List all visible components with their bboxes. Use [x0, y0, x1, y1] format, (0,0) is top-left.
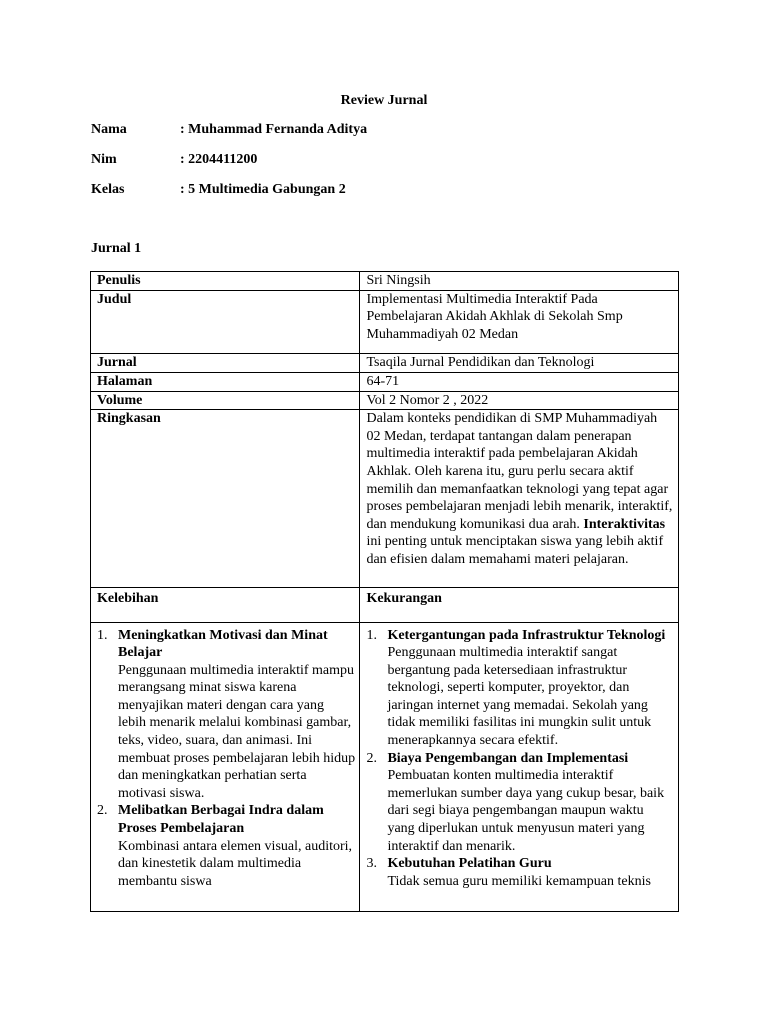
info-value: : Muhammad Fernanda Aditya	[180, 122, 368, 137]
row-value-jurnal: Tsaqila Jurnal Pendidikan dan Teknologi	[360, 354, 679, 373]
list-item-title: Kebutuhan Pelatihan Guru	[387, 856, 552, 872]
list-item-title: Melibatkan Berbagai Indra dalam Proses Pembelajaran	[118, 803, 324, 837]
kelebihan-list-cell	[91, 622, 360, 911]
table-row	[91, 410, 679, 587]
info-value: : 2204411200	[180, 152, 258, 167]
list-item	[366, 855, 674, 890]
list-item	[366, 627, 674, 750]
list-number: 2.	[366, 750, 377, 766]
row-label-judul: Judul	[91, 290, 360, 354]
table-row	[91, 587, 679, 622]
list-item-title: Ketergantungan pada Infrastruktur Teknologi	[387, 627, 666, 643]
row-value-volume: Vol 2 Nomor 2 , 2022	[360, 391, 679, 410]
table-row	[91, 272, 679, 291]
info-label: Nama	[91, 122, 127, 137]
row-value-halaman: 64-71	[360, 372, 679, 391]
table-row	[91, 622, 679, 911]
list-number: 3.	[366, 856, 377, 872]
row-value-judul: Implementasi Multimedia Interaktif Pada Pembelajaran Akidah Akhlak di Sekolah Smp Muhammadiyah 02 Medan	[360, 290, 679, 354]
row-value-ringkasan	[360, 410, 679, 587]
list-item	[366, 750, 674, 856]
table-row	[91, 372, 679, 391]
journal-label: Jurnal 1	[91, 241, 142, 256]
list-item-desc: Penggunaan multimedia interaktif sangat bergantung pada ketersediaan infrastruktur teknologi, seperti komputer, proyektor, dan jaringan internet yang memadai. Sekolah yang tidak memiliki fasilitas ini mungkin sulit untuk menerapkannya secara efektif.	[387, 645, 652, 749]
list-item-desc: Pembuatan konten multimedia interaktif memerlukan sumber daya yang cukup besar, baik dari segi biaya pengembangan maupun waktu yang diperlukan untuk menyusun materi yang interaktif dan menarik.	[387, 768, 665, 854]
info-label: Kelas	[91, 182, 125, 197]
table-row	[91, 290, 679, 354]
kelebihan-list	[97, 627, 355, 891]
info-nim	[91, 152, 257, 168]
list-number: 2.	[97, 803, 108, 819]
list-number: 1.	[97, 627, 108, 643]
kekurangan-list	[366, 627, 674, 891]
row-label-penulis: Penulis	[91, 272, 360, 291]
info-kelas	[91, 182, 346, 198]
info-nama	[91, 122, 367, 138]
table-row	[91, 391, 679, 410]
summary-text-end: ini penting untuk menciptakan siswa yang lebih aktif dan efisien dalam memahami materi pelajaran.	[366, 534, 664, 567]
list-number: 1.	[366, 627, 377, 643]
list-item	[97, 627, 355, 803]
row-label-volume: Volume	[91, 391, 360, 410]
header-kelebihan: Kelebihan	[91, 587, 360, 622]
info-label: Nim	[91, 152, 117, 167]
list-item-desc: Penggunaan multimedia interaktif mampu merangsang minat siswa karena menyajikan materi dengan cara yang lebih menarik melalui kombinasi gambar, teks, video, suara, dan animasi. Ini membuat proses pembelajaran lebih hidup dan meningkatkan perhatian serta motivasi siswa.	[118, 662, 356, 801]
list-item-title: Biaya Pengembangan dan Implementasi	[387, 750, 629, 766]
list-item	[97, 802, 355, 890]
summary-text: Dalam konteks pendidikan di SMP Muhammadiyah 02 Medan, terdapat tantangan dalam penerapan multimedia interaktif pada pembelajaran Akidah Akhlak. Oleh karena itu, guru perlu secara aktif memilih dan memanfaatkan teknologi yang tepat agar proses pembelajaran menjadi lebih menarik, interaktif, dan mendukung komunikasi dua arah.	[366, 411, 673, 532]
table-row	[91, 354, 679, 373]
list-item-desc: Kombinasi antara elemen visual, auditori, dan kinestetik dalam multimedia membantu siswa	[118, 838, 353, 889]
summary-bold-word: Interaktivitas	[583, 516, 666, 532]
info-value: : 5 Multimedia Gabungan 2	[180, 182, 346, 197]
row-label-halaman: Halaman	[91, 372, 360, 391]
row-label-jurnal: Jurnal	[91, 354, 360, 373]
header-kekurangan: Kekurangan	[360, 587, 679, 622]
list-item-desc: Tidak semua guru memiliki kemampuan teknis	[387, 873, 651, 889]
kekurangan-list-cell	[360, 622, 679, 911]
row-value-penulis: Sri Ningsih	[360, 272, 679, 291]
list-item-title: Meningkatkan Motivasi dan Minat Belajar	[118, 627, 328, 661]
page-title: Review Jurnal	[340, 93, 428, 108]
review-table	[90, 271, 679, 912]
row-label-ringkasan: Ringkasan	[91, 410, 360, 587]
